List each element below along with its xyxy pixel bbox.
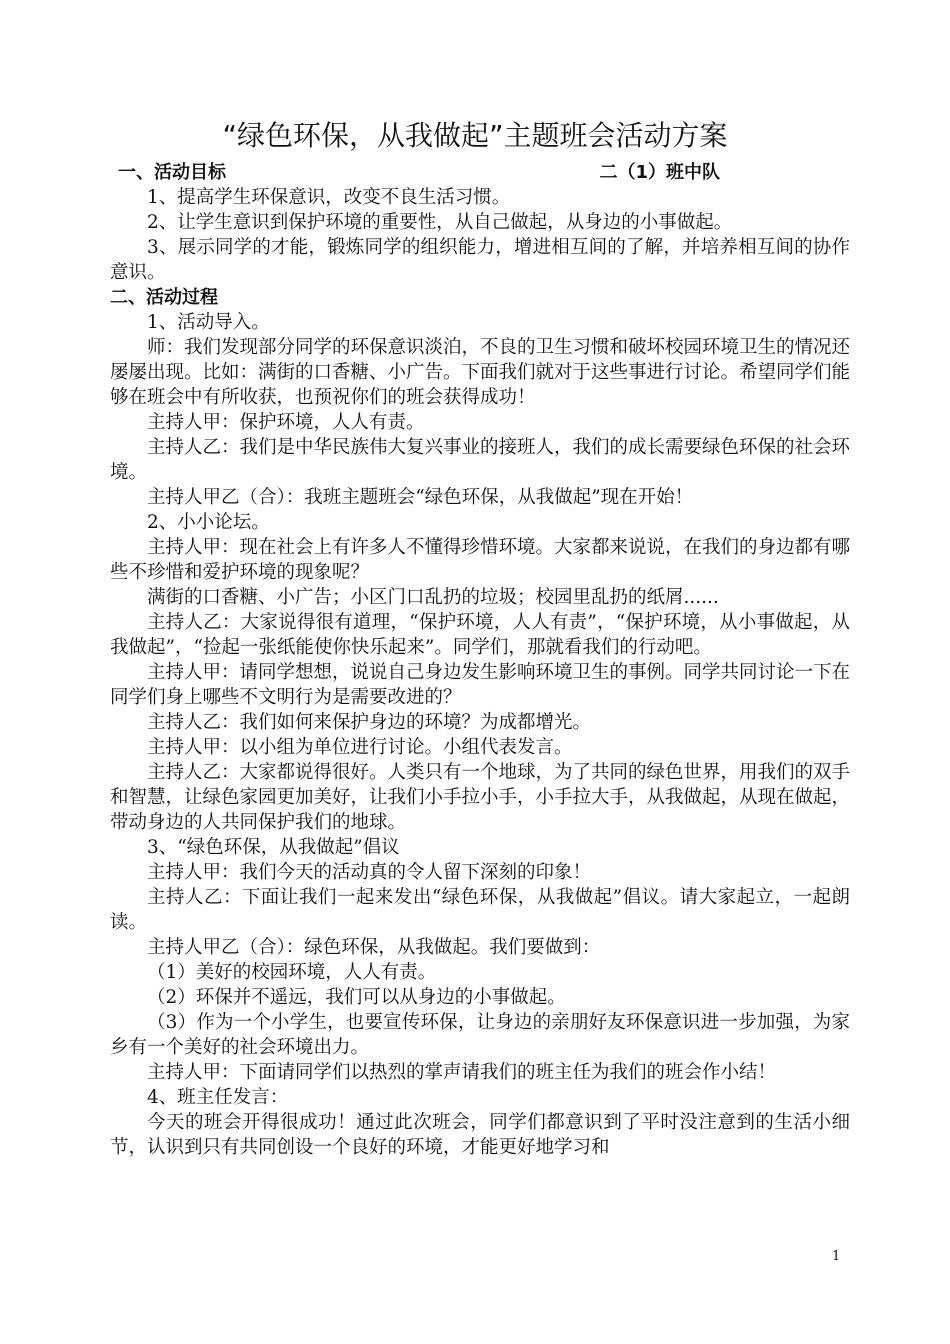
section1-heading: 一、活动目标 [118, 162, 226, 183]
paragraph: 主持人甲：保护环境，人人有责。 [147, 412, 425, 433]
paragraph: 主持人甲：我们今天的活动真的令人留下深刻的印象！ [147, 862, 592, 883]
paragraph: 主持人甲：现在社会上有许多人不懂得珍惜环境。大家都来说说，在我们的身边都有哪些不珍惜和爱护环境的现象呢？ [110, 537, 851, 583]
class-name: 二（1）班中队 [599, 162, 720, 183]
paragraph: 1、活动导入。 [147, 312, 270, 333]
paragraph: 1、提高学生环保意识，改变不良生活习惯。 [147, 187, 511, 208]
paragraph: 主持人甲：以小组为单位进行讨论。小组代表发言。 [147, 737, 573, 758]
paragraph: 主持人甲：下面请同学们以热烈的掌声请我们的班主任为我们的班会作小结！ [147, 1062, 777, 1083]
paragraph: 师：我们发现部分同学的环保意识淡泊，不良的卫生习惯和破坏校园环境卫生的情况还屡屡出现。比如：满街的口香糖、小广告。下面我们就对于这些事进行讨论。希望同学们能够在班会中有所收获，也预祝你们的班会获得成功！ [110, 337, 851, 408]
page-number: 1 [832, 1249, 841, 1264]
paragraph: 主持人甲：请同学想想，说说自己身边发生影响环境卫生的事例。同学共同讨论一下在同学们身上哪些不文明行为是需要改进的？ [110, 662, 851, 708]
paragraph: （1）美好的校园环境，人人有责。 [147, 962, 437, 983]
paragraph: （2）环保并不遥远，我们可以从身边的小事做起。 [147, 987, 566, 1008]
paragraph: 主持人乙：下面让我们一起来发出“绿色环保，从我做起”倡议。请大家起立，一起朗读。 [110, 887, 850, 933]
section-heading-row [110, 160, 850, 185]
page-title: “绿色环保，从我做起”主题班会活动方案 [222, 119, 728, 152]
paragraph: 4、班主任发言： [147, 1087, 289, 1108]
paragraph: 主持人甲乙（合）：绿色环保，从我做起。我们要做到： [147, 937, 601, 958]
paragraph: 3、展示同学的才能，锻炼同学的组织能力，增进相互间的了解，并培养相互间的协作意识。 [110, 237, 850, 283]
paragraph: 今天的班会开得很成功！通过此次班会，同学们都意识到了平时没注意到的生活小细节，认识到只有共同创设一个良好的环境，才能更好地学习和 [110, 1112, 850, 1158]
paragraph: 主持人乙：我们如何来保护身边的环境？为成都增光。 [147, 712, 592, 733]
paragraph: 主持人乙：大家说得很有道理，“保护环境，人人有责”，“保护环境，从小事做起，从我做起”，“捡起一张纸能使你快乐起来”。同学们，那就看我们的行动吧。 [110, 612, 850, 658]
section2-heading: 二、活动过程 [110, 287, 218, 308]
paragraph: 满街的口香糖、小广告；小区门口乱扔的垃圾；校园里乱扔的纸屑...... [147, 587, 719, 608]
paragraph: 2、小小论坛。 [147, 512, 270, 533]
paragraph: 主持人乙：我们是中华民族伟大复兴事业的接班人，我们的成长需要绿色环保的社会环境。 [110, 437, 851, 483]
paragraph: 主持人乙：大家都说得很好。人类只有一个地球，为了共同的绿色世界，用我们的双手和智慧，让绿色家园更加美好，让我们小手拉小手，小手拉大手，从我做起，从现在做起，带动身边的人共同保护我们的地球。 [110, 762, 851, 833]
document-body [110, 160, 850, 1160]
paragraph: 主持人甲乙（合）：我班主题班会“绿色环保，从我做起”现在开始！ [147, 487, 694, 508]
section1-content [110, 185, 850, 285]
paragraph: 3、“绿色环保，从我做起”倡议 [147, 837, 400, 858]
section2-content [110, 310, 850, 1160]
paragraph: 2、让学生意识到保护环境的重要性，从自己做起，从身边的小事做起。 [147, 212, 733, 233]
paragraph: （3）作为一个小学生，也要宣传环保，让身边的亲朋好友环保意识进一步加强，为家乡有一个美好的社会环境出力。 [110, 1012, 850, 1058]
